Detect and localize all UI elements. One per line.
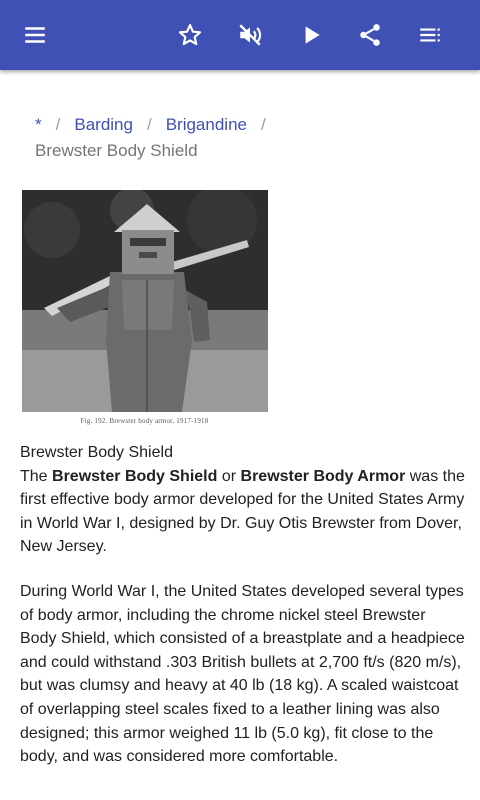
app-bar [0, 0, 480, 70]
scan-caption: Fig. 192. Brewster body armor, 1917-1918 [80, 417, 209, 425]
article-image[interactable] [20, 188, 269, 433]
breadcrumb-home-link[interactable]: * [35, 115, 42, 134]
volume-off-icon [237, 22, 263, 48]
breadcrumb-link-barding[interactable]: Barding [74, 115, 133, 134]
toc-icon [417, 22, 443, 48]
play-button[interactable] [287, 11, 335, 59]
breadcrumb-separator: / [260, 115, 266, 134]
breadcrumb-separator: / [55, 115, 61, 134]
bold-term: Brewster Body Armor [240, 467, 406, 485]
play-icon [298, 22, 324, 48]
paragraph-history: During World War I, the United States developed several types of body armor, including the chrome nickel steel Brewster Body Shield, which consisted of a breastplate and a headpiece and could withstand .303 British bullets at 2,700 ft/s (820 m/s), but was clumsy and heavy at 40 lb (18 kg). A scaled waistcoat of overlapping steel scales fixed to a leather lining was also designed; this armor weighed 11 lb (5.0 kg), fit close to the body, and was considered more comfortable. [20, 582, 465, 766]
menu-button[interactable] [11, 11, 59, 59]
paragraph-text: was the first effective body armor developed for the United States Army in World War I, designed by Dr. Guy Otis Brewster from Dover, New Jersey. [20, 467, 465, 556]
article-body [20, 441, 465, 769]
share-button[interactable] [346, 11, 394, 59]
paragraph-text: The [20, 467, 53, 485]
paragraph-intro [20, 465, 465, 559]
share-icon [357, 22, 383, 48]
contents-button[interactable] [406, 11, 454, 59]
soldier-in-armor-illustration [22, 190, 268, 412]
breadcrumb-current-page: Brewster Body Shield [35, 141, 198, 160]
breadcrumb [35, 112, 455, 164]
breadcrumb-link-brigandine[interactable]: Brigandine [165, 115, 247, 134]
image-caption: Brewster Body Shield [20, 444, 173, 461]
armor-photo [22, 190, 268, 412]
favorite-button[interactable] [166, 11, 214, 59]
bold-term: Brewster Body Shield [52, 467, 218, 485]
menu-icon [22, 22, 48, 48]
breadcrumb-separator: / [146, 115, 152, 134]
star-outline-icon [177, 22, 203, 48]
mute-button[interactable] [226, 11, 274, 59]
paragraph-text: or [217, 467, 241, 485]
